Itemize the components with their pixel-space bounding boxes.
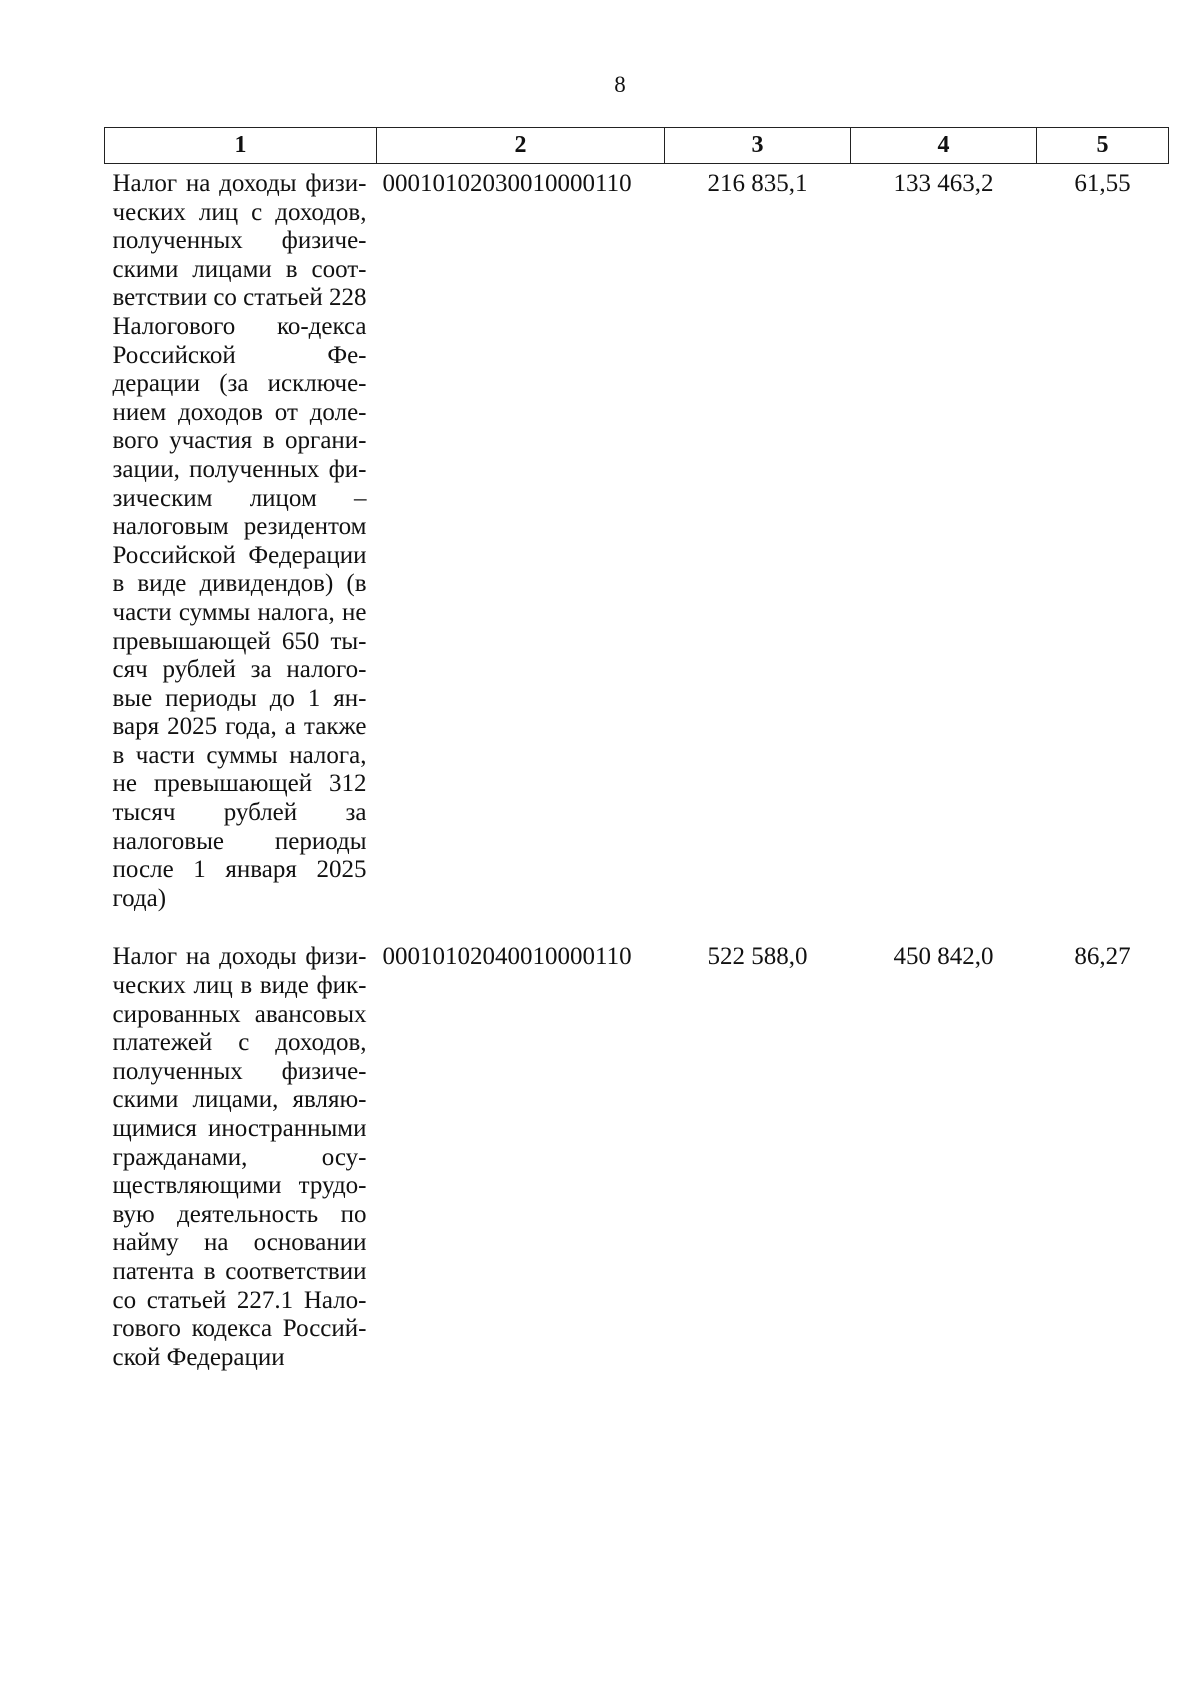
- execution-percent: 61,55: [1074, 170, 1131, 197]
- actual-amount: 133 463,2: [893, 170, 994, 197]
- budget-classification-code: 00010102030010000110: [382, 170, 632, 197]
- planned-amount: 522 588,0: [707, 943, 808, 971]
- column-header-1: 1: [105, 128, 377, 164]
- income-item-name: Налог на доходы физи-ческих лиц с доходов, полученных физиче-скими лицами в соот-ветствии со статьей 228 Налогового ко-декса Российской Фе-дерации (за исключе-нием доходов от доле-вого участия в органи-зации, полученных фи-зическим лицом – налоговым резидентом Российской Федерации в виде дивидендов) (в части суммы налога, не превышающей 650 ты-сяч рублей за налого-вые периоды до 1 ян-варя 2025 года, а также в части суммы налога, не превышающей 312 тысяч рублей за налоговые периоды после 1 января 2025 года): [112, 170, 367, 912]
- actual-amount: 450 842,0: [893, 943, 994, 971]
- income-item-name: Налог на доходы физи-ческих лиц в виде фик-сированных авансовых платежей с доходов, полученных физиче-скими лицами, являю-щимися иностранными гражданами, осу-ществляющими трудо-вую деятельность по найму на основании патента в соответствии со статьей 227.1 Нало-гового кодекса Россий-ской Федерации: [112, 943, 367, 1371]
- table-row: [105, 164, 1169, 938]
- column-header-5: 5: [1037, 128, 1169, 164]
- table-row: [105, 937, 1169, 1396]
- planned-amount: 216 835,1: [707, 170, 808, 197]
- execution-percent: 86,27: [1074, 943, 1131, 971]
- revenue-table: [104, 127, 1169, 1396]
- column-header-3: 3: [665, 128, 851, 164]
- table-header-row: [105, 128, 1169, 164]
- column-header-4: 4: [851, 128, 1037, 164]
- budget-classification-code: 00010102040010000110: [382, 943, 632, 971]
- page-number: 8: [614, 72, 626, 97]
- column-header-2: 2: [377, 128, 665, 164]
